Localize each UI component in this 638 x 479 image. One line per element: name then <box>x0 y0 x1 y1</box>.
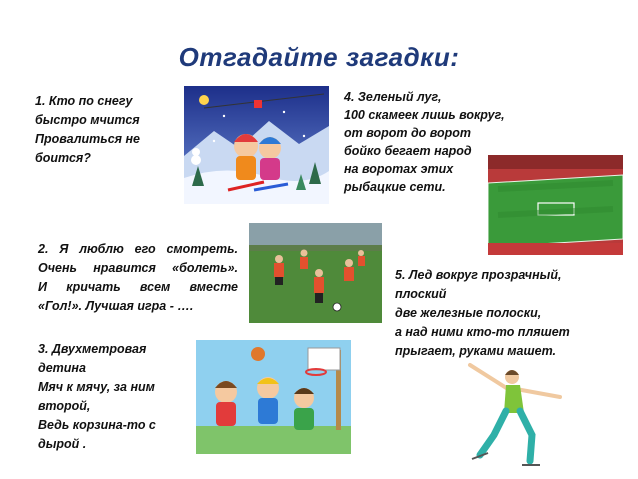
riddle-4-line: рыбацкие сети. <box>344 180 446 194</box>
basketball-kids-image <box>196 340 351 454</box>
page-title: Отгадайте загадки: <box>178 42 460 72</box>
riddle-5 <box>395 266 595 361</box>
skiing-kids-image <box>184 86 329 204</box>
riddle-5-line: а над ними кто-то пляшет <box>395 325 570 339</box>
riddle-4-line: на воротах этих <box>344 162 454 176</box>
riddle-1-line: быстро мчится <box>35 113 140 127</box>
riddle-4-line: 4. Зеленый луг, <box>344 90 442 104</box>
riddle-5-line: плоский <box>395 287 447 301</box>
riddle-3-line: второй, <box>38 399 91 413</box>
riddle-4-line: бойко бегает народ <box>344 144 472 158</box>
riddle-5-line: прыгает, руками машет. <box>395 344 556 358</box>
riddle-3-line: Мяч к мячу, за ним <box>38 380 155 394</box>
riddle-4-line: от ворот до ворот <box>344 126 472 140</box>
riddle-2-line: И кричать всем вместе <box>38 280 238 294</box>
riddle-1-line: 1. Кто по снегу <box>35 94 133 108</box>
riddle-3-line: 3. Двухметровая <box>38 342 147 356</box>
riddle-2-line: «Гол!». Лучшая игра - …. <box>38 299 194 313</box>
riddle-3 <box>38 340 188 454</box>
stadium-image <box>488 155 623 255</box>
riddle-1 <box>35 92 175 168</box>
riddle-4-line: 100 скамеек лишь вокруг, <box>344 108 505 122</box>
riddle-2 <box>38 240 238 316</box>
riddle-2-line: Очень нравится «болеть». <box>38 261 238 275</box>
football-players-image <box>249 223 382 323</box>
riddle-1-line: боится? <box>35 151 91 165</box>
riddle-3-line: Ведь корзина-то с <box>38 418 156 432</box>
riddle-1-line: Провалиться не <box>35 132 140 146</box>
riddle-3-line: дырой . <box>38 437 87 451</box>
riddle-3-line: детина <box>38 361 86 375</box>
riddle-5-line: 5. Лед вокруг прозрачный, <box>395 268 562 282</box>
riddle-2-line: 2. Я люблю его смотреть. <box>38 242 238 256</box>
riddle-5-line: две железные полоски, <box>395 306 542 320</box>
figure-skater-image <box>460 355 570 470</box>
